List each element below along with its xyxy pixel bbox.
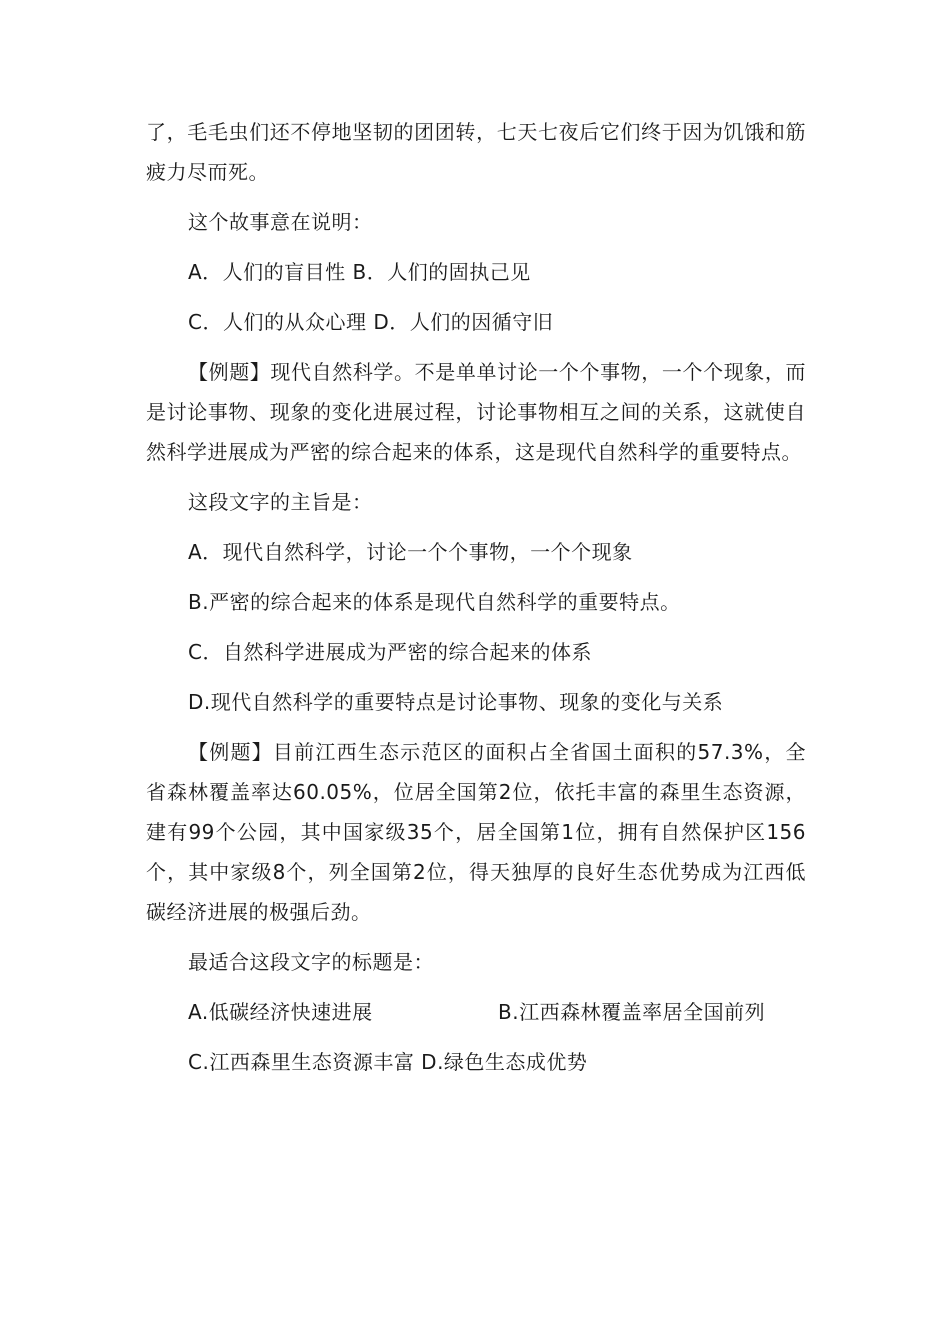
q2-passage: 【例题】现代自然科学。不是单单讨论一个个事物，一个个现象，而是讨论事物、现象的变化进展过程，讨论事物相互之间的关系，这就使自然科学进展成为严密的综合起来的体系，这是现代自然科学的重要特点。 (146, 360, 806, 464)
q3-options-ab (188, 992, 806, 1032)
q3-prompt: 最适合这段文字的标题是： (188, 950, 434, 974)
q2-option-b: B.严密的综合起来的体系是现代自然科学的重要特点。 (188, 590, 681, 614)
q2-option-c: C．自然科学进展成为严密的综合起来的体系 (188, 640, 592, 664)
document-body (146, 112, 806, 1092)
story-continuation: 了，毛毛虫们还不停地坚韧的团团转，七天七夜后它们终于因为饥饿和筋疲力尽而死。 (146, 120, 806, 184)
q2-option-d: D.现代自然科学的重要特点是讨论事物、现象的变化与关系 (188, 690, 724, 714)
q1-prompt: 这个故事意在说明： (188, 210, 373, 234)
q2-option-a: A．现代自然科学，讨论一个个事物，一个个现象 (188, 540, 633, 564)
q3-option-a: A.低碳经济快速进展 (188, 1000, 373, 1024)
q3-options-cd: C.江西森里生态资源丰富 D.绿色生态成优势 (188, 1050, 588, 1074)
q1-options-ab: A．人们的盲目性 B．人们的固执己见 (188, 260, 531, 284)
q3-option-b: B.江西森林覆盖率居全国前列 (498, 1000, 766, 1024)
q2-prompt: 这段文字的主旨是： (188, 490, 373, 514)
q3-passage: 【例题】目前江西生态示范区的面积占全省国土面积的57.3%，全省森林覆盖率达60.05%，位居全国第2位，依托丰富的森里生态资源，建有99个公园，其中国家级35个，居全国第1位，拥有自然保护区156个，其中家级8个，列全国第2位，得天独厚的良好生态优势成为江西低碳经济进展的极强后劲。 (146, 740, 806, 924)
q1-options-cd: C．人们的从众心理 D．人们的因循守旧 (188, 310, 554, 334)
